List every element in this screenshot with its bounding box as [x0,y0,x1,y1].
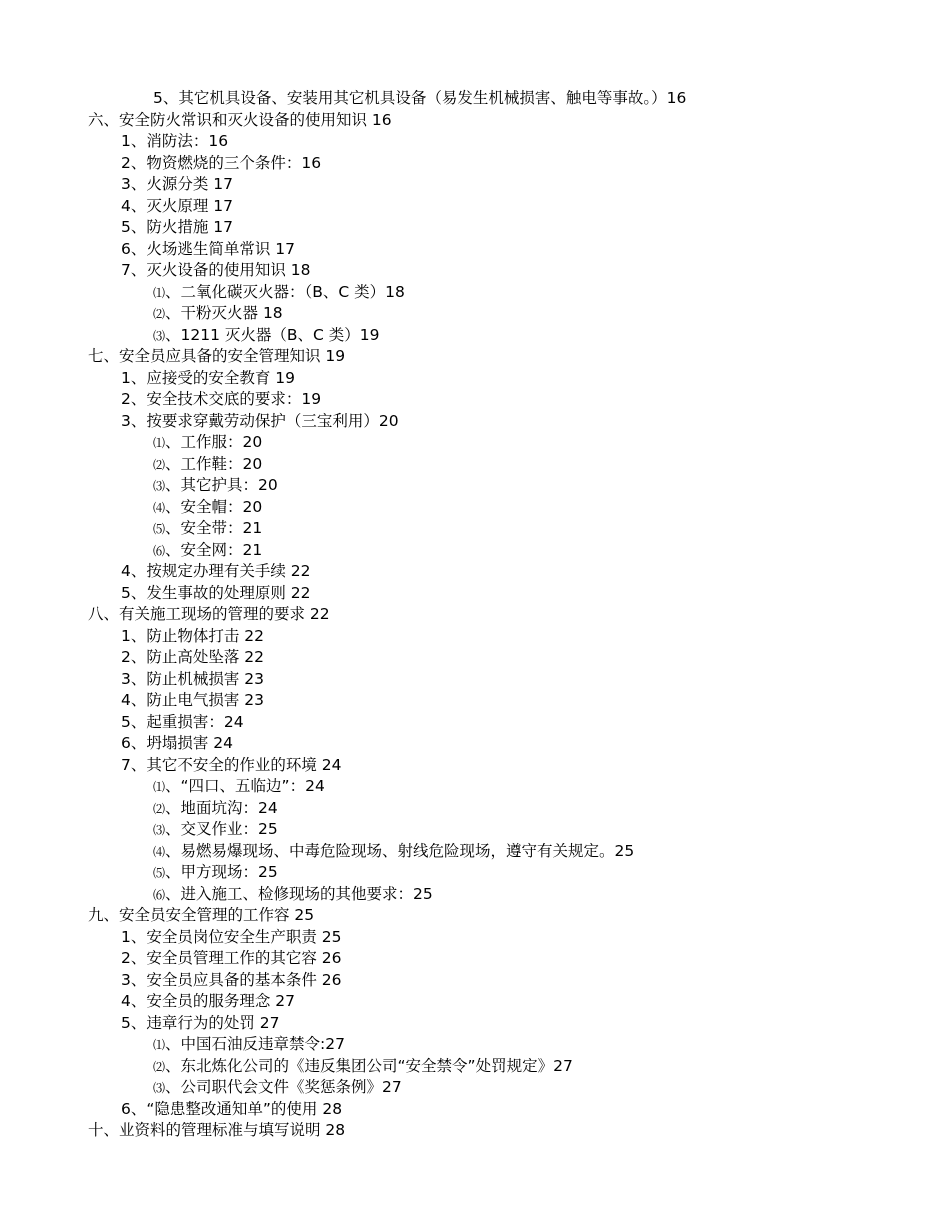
toc-entry-text: 5、其它机具设备、安装用其它机具设备（易发生机械损害、触电等事故。）16 [153,89,687,107]
toc-entry [0,497,950,519]
toc-entry-text: 4、灭火原理 17 [121,196,234,215]
toc-entry-text: 2、安全技术交底的要求：19 [121,390,322,408]
toc-entry [0,905,950,927]
toc-entry-text: 2、防止高处坠落 22 [121,648,265,666]
toc-entry [0,518,950,540]
toc-entry-text: 5、防火措施 17 [121,218,234,236]
toc-entry-text: 、中国石油反违章禁令:27 [165,1035,345,1053]
toc-entry [0,776,950,798]
toc-entry [0,131,950,153]
toc-entry-text: 1、防止物体打击 22 [121,626,265,645]
toc-entry-text: 、1211 灭火器（B、C 类）19 [165,325,380,344]
toc-entry-text: 、甲方现场：25 [165,863,278,881]
table-of-contents [0,88,950,1142]
toc-entry [0,325,950,347]
toc-entry [0,862,950,884]
toc-entry-text: 5、起重损害：24 [121,712,244,731]
toc-entry [0,1099,950,1121]
toc-entry-text: 3、安全员应具备的基本条件 26 [121,970,342,989]
toc-entry-text: 6、“隐患整改通知单”的使用 28 [121,1099,343,1118]
toc-entry-text: 、工作服：20 [165,433,263,451]
toc-entry-text: 、易燃易爆现场、中毒危险现场、射线危险现场，遵守有关规定。25 [165,841,635,860]
toc-entry-marker: ⑹ [153,543,166,558]
toc-entry [0,475,950,497]
toc-entry [0,174,950,196]
toc-entry-marker: ⑵ [153,457,166,472]
toc-entry-text: 六、安全防火常识和灭火设备的使用知识 16 [88,110,392,129]
toc-entry [0,819,950,841]
toc-entry [0,540,950,562]
toc-entry [0,153,950,175]
toc-entry [0,733,950,755]
toc-entry-text: 、公司职代会文件《奖惩条例》27 [165,1078,402,1096]
toc-entry-marker: ⑴ [153,285,166,300]
toc-entry [0,389,950,411]
toc-entry [0,690,950,712]
toc-entry-text: 、进入施工、检修现场的其他要求：25 [165,884,433,903]
toc-entry [0,1077,950,1099]
toc-entry [0,411,950,433]
toc-entry [0,626,950,648]
toc-entry-text: 6、火场逃生简单常识 17 [121,239,296,258]
toc-entry-marker: ⑶ [153,328,166,343]
toc-entry [0,647,950,669]
toc-entry-text: 九、安全员安全管理的工作容 25 [88,906,315,924]
toc-entry-text: 、干粉灭火器 18 [165,304,283,322]
toc-entry [0,604,950,626]
toc-entry-text: 4、按规定办理有关手续 22 [121,562,311,580]
toc-entry-marker: ⑵ [153,1059,166,1074]
toc-entry [0,884,950,906]
toc-entry [0,110,950,132]
toc-entry [0,927,950,949]
toc-entry-marker: ⑵ [153,307,166,321]
toc-entry-text: 七、安全员应具备的安全管理知识 19 [88,347,346,365]
toc-entry [0,991,950,1013]
toc-entry [0,1034,950,1056]
toc-entry-text: 十、业资料的管理标准与填写说明 28 [88,1121,346,1139]
toc-entry [0,841,950,863]
toc-entry [0,669,950,691]
toc-entry [0,583,950,605]
toc-entry-marker: ⑴ [153,780,166,794]
toc-entry-text: 4、防止电气损害 23 [121,691,265,709]
toc-entry-text: 、二氧化碳灭火器：（B、C 类）18 [165,282,405,301]
toc-entry-text: 1、安全员岗位安全生产职责 25 [121,927,342,946]
toc-entry [0,1120,950,1142]
toc-entry-marker: ⑵ [153,801,166,816]
toc-entry-text: 7、灭火设备的使用知识 18 [121,261,311,279]
toc-entry-text: 1、消防法：16 [121,132,229,150]
toc-entry-text: 7、其它不安全的作业的环境 24 [121,755,342,774]
toc-entry-text: 2、安全员管理工作的其它容 26 [121,949,342,967]
toc-entry [0,239,950,261]
toc-entry-text: 、安全带：21 [165,519,263,537]
toc-entry [0,303,950,325]
toc-entry [0,454,950,476]
toc-entry [0,368,950,390]
toc-entry-text: 4、安全员的服务理念 27 [121,992,296,1010]
toc-entry-text: 八、有关施工现场的管理的要求 22 [88,605,330,623]
toc-entry-marker: ⑸ [153,522,166,536]
toc-entry [0,712,950,734]
toc-entry-text: 、工作鞋：20 [165,454,263,473]
toc-entry [0,1013,950,1035]
toc-entry-text: 3、按要求穿戴劳动保护（三宝利用）20 [121,411,399,430]
toc-entry [0,196,950,218]
toc-entry-text: 2、物资燃烧的三个条件：16 [121,153,322,172]
toc-entry [0,798,950,820]
toc-entry-text: 、安全帽：20 [165,497,263,516]
toc-entry [0,260,950,282]
toc-entry [0,561,950,583]
toc-entry [0,970,950,992]
toc-entry [0,755,950,777]
toc-entry-text: 、地面坑沟：24 [165,798,278,817]
toc-entry-text: 1、应接受的安全教育 19 [121,368,296,387]
toc-entry-text: 6、坍塌损害 24 [121,734,234,752]
toc-entry-text: 、东北炼化公司的《违反集团公司“安全禁令”处罚规定》27 [165,1056,573,1075]
toc-entry-marker: ⑶ [153,1081,166,1095]
toc-entry-marker: ⑷ [153,844,166,859]
toc-entry [0,432,950,454]
toc-entry [0,346,950,368]
toc-entry-text: 3、防止机械损害 23 [121,669,265,688]
toc-entry-text: 3、火源分类 17 [121,175,234,193]
toc-entry-marker: ⑸ [153,866,166,880]
toc-entry-marker: ⑹ [153,887,166,902]
toc-entry-marker: ⑶ [153,823,166,837]
toc-entry-text: 5、违章行为的处罚 27 [121,1013,280,1032]
toc-entry-text: 、“四口、五临边”：24 [165,777,325,795]
toc-entry-marker: ⑶ [153,479,166,493]
toc-entry-text: 、交叉作业：25 [165,820,278,838]
toc-entry [0,1056,950,1078]
toc-entry [0,217,950,239]
toc-entry [0,88,950,110]
toc-entry-text: 5、发生事故的处理原则 22 [121,583,311,602]
toc-entry [0,282,950,304]
toc-entry-marker: ⑷ [153,500,166,515]
toc-entry-text: 、其它护具：20 [165,476,278,494]
toc-entry-marker: ⑴ [153,436,166,450]
toc-entry-text: 、安全网：21 [165,540,263,559]
toc-entry [0,948,950,970]
toc-entry-marker: ⑴ [153,1038,166,1052]
